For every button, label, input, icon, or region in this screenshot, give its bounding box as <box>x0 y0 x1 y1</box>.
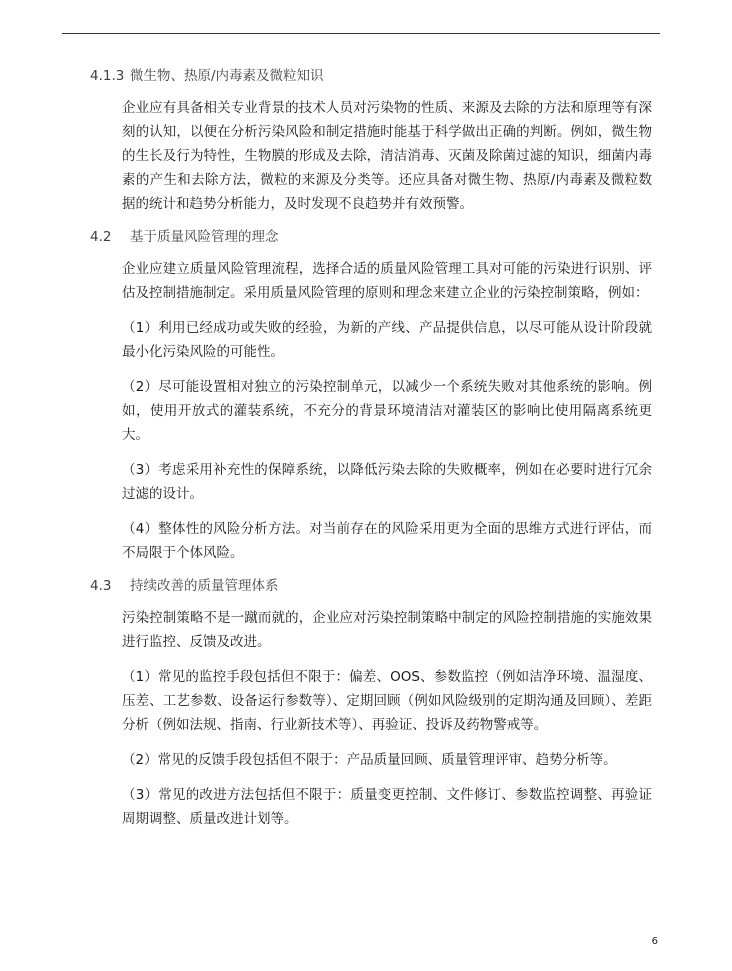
list-item-paragraph: （2）尽可能设置相对独立的污染控制单元，以减少一个系统失败对其他系统的影响。例如，使用开放式的灌装系统，不充分的背景环境清洁对灌装区的影响比使用隔离系统更大。 <box>122 379 652 443</box>
section-title: 基于质量风险管理的理念 <box>130 229 279 245</box>
list-item-paragraph: （2）常见的反馈手段包括但不限于：产品质量回顾、质量管理评审、趋势分析等。 <box>122 752 617 768</box>
section-number: 4.1.3 <box>90 68 125 84</box>
section-number: 4.2 <box>90 229 112 245</box>
section-heading-4-1-3 <box>90 66 660 86</box>
list-item-paragraph: （4）整体性的风险分析方法。对当前存在的风险采用更为全面的思维方式进行评估，而不局限于个体风险。 <box>122 521 652 561</box>
section-title: 微生物、热原/内毒素及微粒知识 <box>130 68 324 84</box>
list-item-paragraph: （1）常见的监控手段包括但不限于：偏差、OOS、参数监控（例如洁净环境、温湿度、压差、工艺参数、设备运行参数等）、定期回顾（例如风险级别的定期沟通及回顾）、差距分析（例如法规、指南、行业新技术等）、再验证、投诉及药物警戒等。 <box>122 669 652 733</box>
paragraph: 污染控制策略不是一蹴而就的，企业应对污染控制策略中制定的风险控制措施的实施效果进行监控、反馈及改进。 <box>122 610 652 650</box>
list-item-paragraph: （3）常见的改进方法包括但不限于：质量变更控制、文件修订、参数监控调整、再验证周期调整、质量改进计划等。 <box>122 787 652 827</box>
section-number: 4.3 <box>90 578 112 594</box>
section-heading-4-2 <box>90 227 660 247</box>
header-rule <box>62 33 660 34</box>
paragraph: 企业应建立质量风险管理流程，选择合适的质量风险管理工具对可能的污染进行识别、评估及控制措施制定。采用质量风险管理的原则和理念来建立企业的污染控制策略，例如： <box>122 261 652 301</box>
section-title: 持续改善的质量管理体系 <box>130 578 279 594</box>
section-heading-4-3 <box>90 576 660 596</box>
list-item-paragraph: （3）考虑采用补充性的保障系统，以降低污染去除的失败概率，例如在必要时进行冗余过滤的设计。 <box>122 462 652 502</box>
paragraph: 企业应有具备相关专业背景的技术人员对污染物的性质、来源及去除的方法和原理等有深刻的认知，以便在分析污染风险和制定措施时能基于科学做出正确的判断。例如，微生物的生长及行为特性，生物膜的形成及去除，清洁消毒、灭菌及除菌过滤的知识，细菌内毒素的产生和去除方法，微粒的来源及分类等。还应具备对微生物、热原/内毒素及微粒数据的统计和趋势分析能力，及时发现不良趋势并有效预警。 <box>122 100 652 212</box>
page-number: 6 <box>651 936 658 947</box>
document-body <box>90 66 660 842</box>
list-item-paragraph: （1）利用已经成功或失败的经验，为新的产线、产品提供信息，以尽可能从设计阶段就最小化污染风险的可能性。 <box>122 320 652 360</box>
